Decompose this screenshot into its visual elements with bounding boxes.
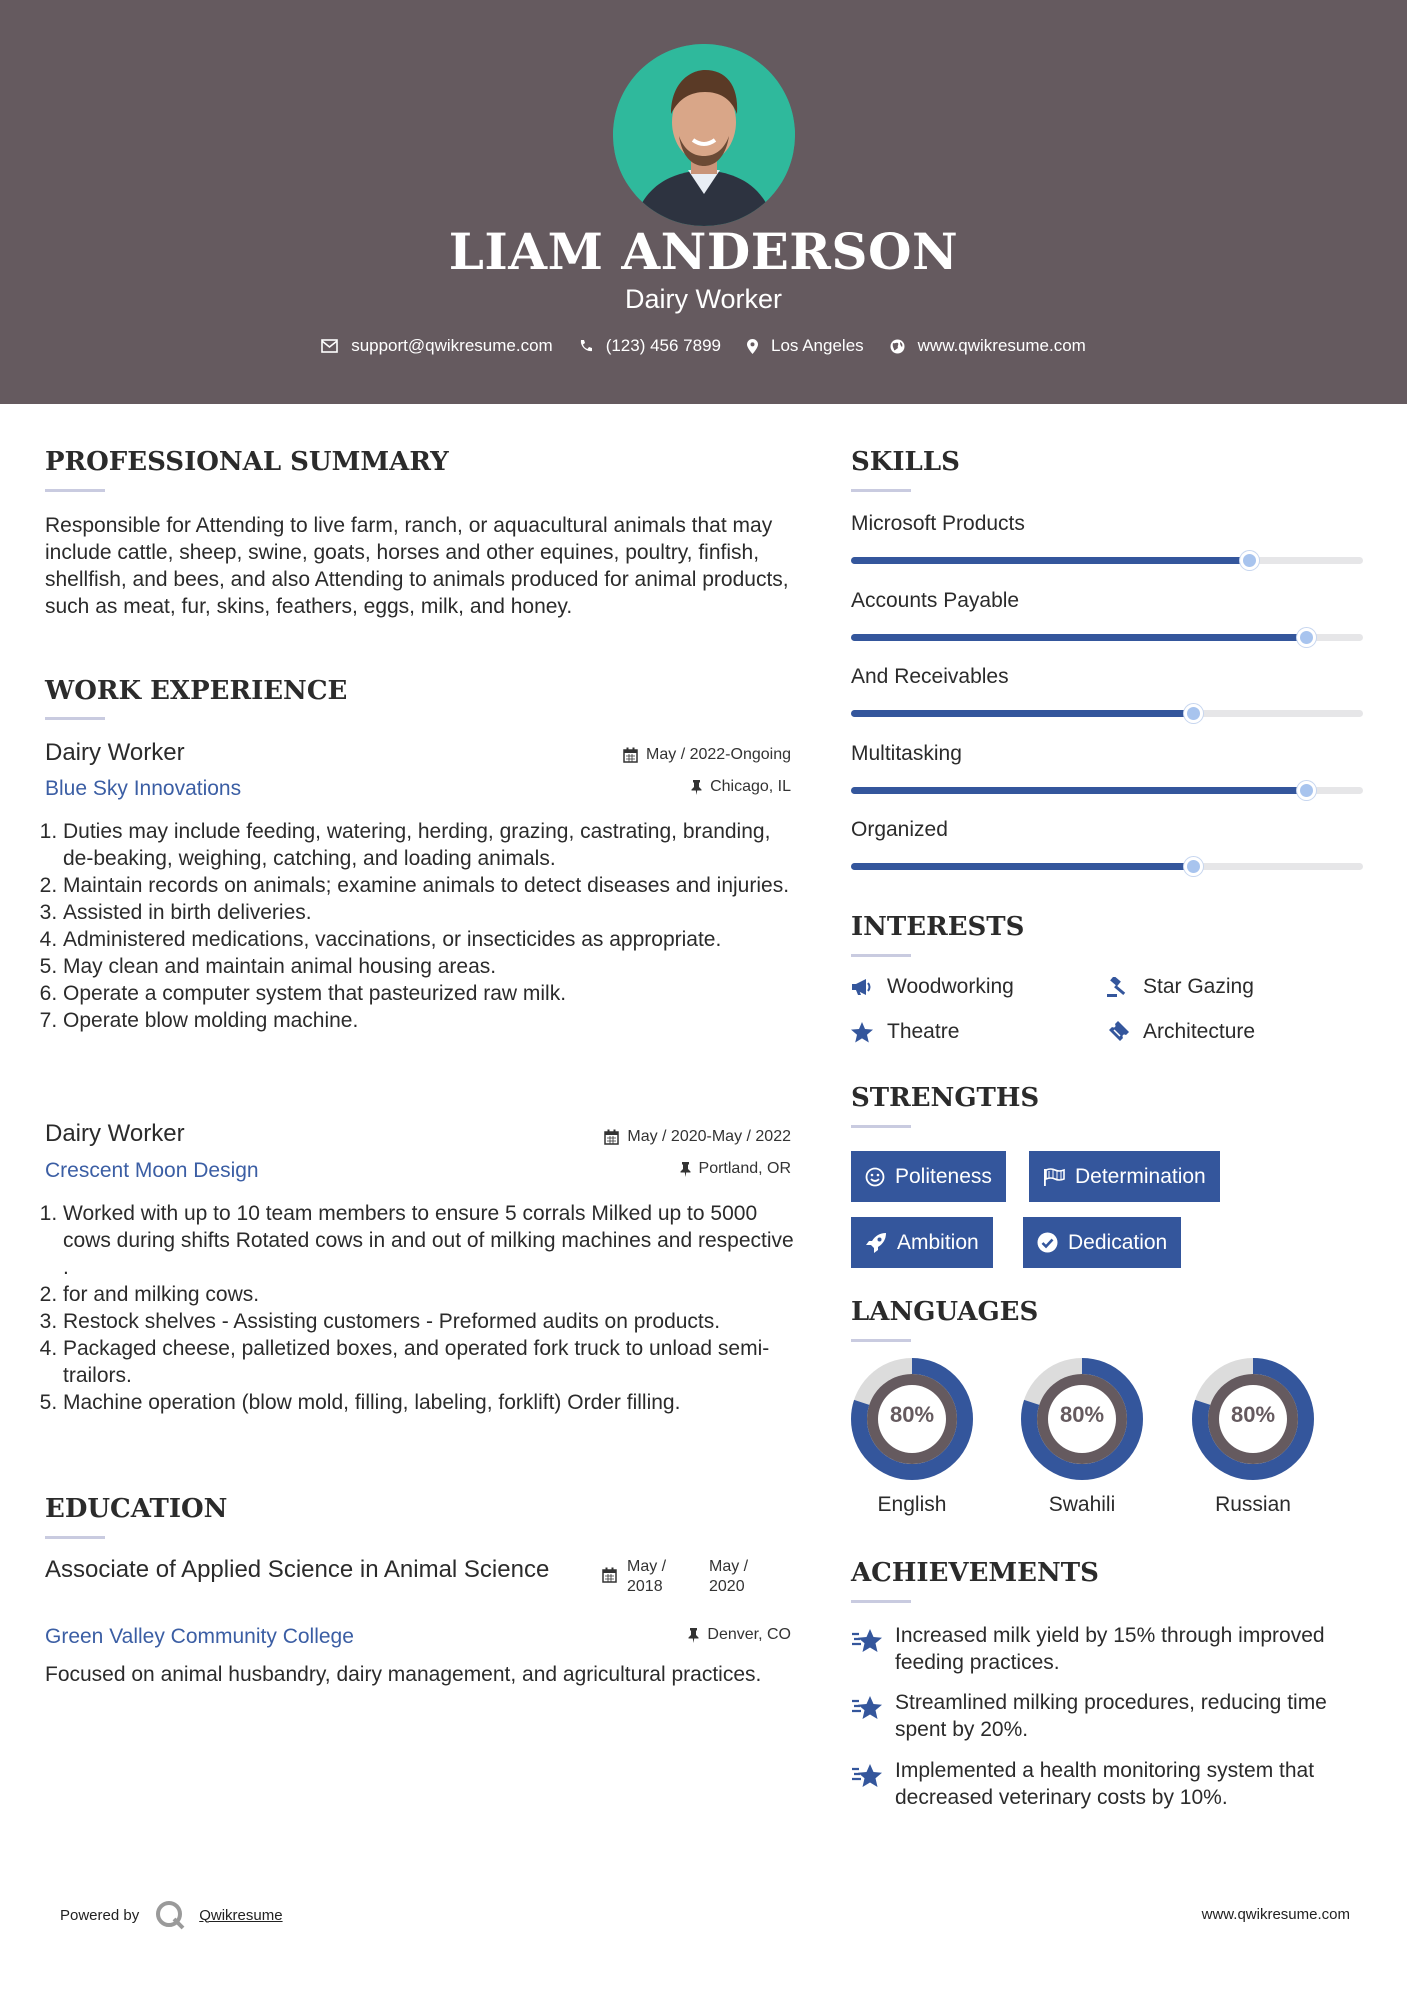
language-percent: 80% (1230, 1402, 1276, 1427)
ticket-icon (1107, 1021, 1129, 1043)
job-2-duties (45, 1200, 805, 1416)
education-rule (45, 1536, 105, 1539)
skill-label: Multitasking (851, 741, 962, 765)
interest-item (851, 975, 1014, 999)
job-1-duties (45, 818, 805, 1034)
interests-heading: INTERESTS (851, 912, 1025, 942)
education-heading: EDUCATION (45, 1494, 228, 1524)
strength-label: Politeness (895, 1164, 992, 1188)
skill-bar-knob (1297, 781, 1316, 800)
skill-bar (851, 710, 1363, 717)
pushpin-icon (680, 1162, 691, 1177)
strength-label: Determination (1075, 1164, 1206, 1188)
job-2-location-text: Portland, OR (698, 1160, 791, 1177)
job-2-duty: 4. Packaged cheese, palletized boxes, and operated fork truck to unload semi- trailors. (63, 1335, 805, 1389)
job-2-duty: 3. Restock shelves - Assisting customers - Preformed audits on products. (63, 1308, 805, 1335)
interest-label: Star Gazing (1143, 975, 1254, 998)
achievement-text: Increased milk yield by 15% through improved feeding practices. (895, 1624, 1325, 1674)
globe-icon (890, 339, 905, 354)
skills-rule (851, 489, 911, 492)
job-1-dates (623, 746, 791, 764)
education-end-month: May / (709, 1558, 749, 1575)
skill-bar-knob (1297, 628, 1316, 647)
job-2-dates-text: May / 2020-May / 2022 (627, 1128, 791, 1145)
interest-item (1107, 1020, 1255, 1044)
language-donut (1021, 1358, 1143, 1480)
job-1-dates-text: May / 2022-Ongoing (646, 746, 791, 763)
summary-heading: PROFESSIONAL SUMMARY (45, 447, 449, 477)
strength-badge (851, 1151, 1006, 1202)
language-label: Russian (1215, 1493, 1291, 1516)
summary-rule (45, 489, 105, 492)
contact-bar (0, 336, 1407, 356)
pushpin-icon (691, 780, 702, 795)
flag-icon (1043, 1168, 1065, 1186)
job-1-duty: 7. Operate blow molding machine. (63, 1007, 805, 1034)
strength-badge (1029, 1151, 1220, 1202)
skill-label: Organized (851, 818, 948, 841)
education-start-year: 2018 (627, 1578, 663, 1595)
skill-label: Microsoft Products (851, 512, 1025, 535)
contact-phone[interactable] (579, 336, 721, 356)
powered-by-text: Powered by (60, 1906, 140, 1924)
achievement-text: Implemented a health monitoring system that decreased veterinary costs by 10%. (895, 1759, 1315, 1809)
contact-phone-text: (123) 456 7899 (605, 336, 722, 355)
education-dates (602, 1557, 748, 1597)
skill-bar (851, 557, 1363, 564)
achievements-rule (851, 1600, 911, 1603)
job-2-duty: 5. Machine operation (blow mold, filling, labeling, forklift) Order filling. (63, 1389, 805, 1416)
job-1-location-text: Chicago, IL (710, 778, 791, 795)
job-1-duty: 3. Assisted in birth deliveries. (63, 899, 805, 926)
skill-bar-knob (1184, 704, 1203, 723)
achievement-item (851, 1757, 1351, 1811)
languages-rule (851, 1339, 911, 1342)
contact-email-text: support@qwikresume.com (351, 336, 553, 355)
skill-bar (851, 634, 1363, 641)
skill-bar-knob (1184, 857, 1203, 876)
education-school: Green Valley Community College (45, 1625, 354, 1648)
skill-bar-fill (851, 863, 1194, 870)
interest-label: Woodworking (887, 975, 1014, 998)
star-award-icon (851, 1695, 883, 1721)
job-1-title: Dairy Worker (45, 739, 185, 766)
education-start-month: May / (627, 1558, 667, 1575)
skill-bar-knob (1240, 551, 1259, 570)
languages-heading: LANGUAGES (851, 1297, 1039, 1327)
phone-icon (579, 339, 593, 353)
job-1-duty: 4. Administered medications, vaccinations, or insecticides as appropriate. (63, 926, 805, 953)
achievement-item (851, 1622, 1351, 1676)
interest-label: Architecture (1143, 1020, 1256, 1043)
candidate-title: Dairy Worker (624, 284, 783, 314)
star-icon (851, 1022, 873, 1043)
envelope-icon (321, 339, 338, 353)
footer-branding (60, 1900, 283, 1930)
job-1-duty: 6. Operate a computer system that pasteurized raw milk. (63, 980, 805, 1007)
job-2-location (680, 1160, 791, 1178)
education-degree: Associate of Applied Science in Animal Science (45, 1556, 550, 1583)
qwikresume-logo-icon (155, 1900, 187, 1930)
job-2-dates (604, 1128, 791, 1146)
education-description: Focused on animal husbandry, dairy management, and agricultural practices. (45, 1663, 762, 1686)
gavel-icon (1107, 977, 1129, 997)
job-2-duty: 1. Worked with up to 10 team members to ensure 5 corrals Milked up to 5000 cows during shifts Rotated cows in and out of milking machines and respective . (63, 1200, 805, 1281)
calendar-icon (623, 747, 638, 763)
language-percent: 80% (889, 1402, 935, 1427)
skill-bar-fill (851, 710, 1194, 717)
strengths-heading: STRENGTHS (851, 1083, 1040, 1113)
pushpin-icon (688, 1628, 699, 1643)
experience-heading: WORK EXPERIENCE (45, 676, 348, 706)
resume-header (0, 0, 1407, 404)
job-2-title: Dairy Worker (45, 1120, 185, 1147)
skill-label: And Receivables (851, 665, 1009, 688)
job-1-company: Blue Sky Innovations (45, 777, 242, 800)
strength-badge (1023, 1217, 1181, 1268)
calendar-icon (602, 1567, 617, 1583)
language-percent: 80% (1059, 1402, 1105, 1427)
contact-location (747, 336, 864, 356)
achievement-text: Streamlined milking procedures, reducing time spent by 20%. (895, 1691, 1327, 1741)
achievement-item (851, 1689, 1351, 1743)
contact-location-text: Los Angeles (771, 336, 864, 355)
experience-rule (45, 717, 105, 720)
skill-bar-fill (851, 557, 1250, 564)
skill-bar-fill (851, 787, 1307, 794)
strengths-rule (851, 1125, 911, 1128)
contact-email[interactable] (321, 336, 553, 356)
rocket-icon (865, 1232, 887, 1254)
language-label: English (877, 1493, 947, 1516)
strength-label: Ambition (897, 1230, 979, 1254)
calendar-icon (604, 1129, 619, 1145)
job-1-location (691, 778, 791, 796)
brand-link[interactable]: Qwikresume (199, 1906, 283, 1924)
interest-item (1107, 975, 1254, 999)
interest-item (851, 1020, 959, 1044)
footer-website[interactable]: www.qwikresume.com (1201, 1906, 1350, 1923)
interest-label: Theatre (887, 1020, 960, 1043)
megaphone-icon (851, 978, 873, 996)
education-location-text: Denver, CO (707, 1626, 791, 1643)
contact-website[interactable] (890, 336, 1086, 356)
job-1-duty: 1. Duties may include feeding, watering, herding, grazing, castrating, branding, de-beaking, weighing, catching, and loading animals. (63, 818, 805, 872)
map-pin-icon (747, 339, 758, 354)
star-award-icon (851, 1628, 883, 1654)
language-label: Swahili (1048, 1493, 1116, 1516)
candidate-name: LIAM ANDERSON (448, 222, 959, 281)
language-donut (1192, 1358, 1314, 1480)
education-location (688, 1626, 791, 1644)
summary-text: Responsible for Attending to live farm, ranch, or aquacultural animals that may include cattle, sheep, swine, goats, horses and other equines, poultry, finfish, shellfish, and bees, and also Attending to animals produced for animal products, such as meat, fur, skins, feathers, eggs, milk, and honey. (45, 514, 789, 618)
check-circle-icon (1037, 1232, 1058, 1253)
language-donut (851, 1358, 973, 1480)
job-1-duty: 5. May clean and maintain animal housing areas. (63, 953, 805, 980)
skill-bar (851, 863, 1363, 870)
strength-badge (851, 1217, 993, 1268)
contact-website-text: www.qwikresume.com (917, 336, 1086, 355)
skill-label: Accounts Payable (851, 588, 1020, 612)
smile-icon (865, 1167, 885, 1187)
skills-heading: SKILLS (851, 447, 960, 477)
achievements-heading: ACHIEVEMENTS (851, 1558, 1099, 1588)
star-award-icon (851, 1763, 883, 1789)
strength-label: Dedication (1068, 1230, 1168, 1254)
skill-bar (851, 787, 1363, 794)
job-2-duty: 2. for and milking cows. (63, 1281, 805, 1308)
skill-bar-fill (851, 634, 1307, 641)
interests-rule (851, 954, 911, 957)
job-1-duty: 2. Maintain records on animals; examine animals to detect diseases and injuries. (63, 872, 805, 899)
job-2-company: Crescent Moon Design (45, 1159, 259, 1182)
profile-photo (613, 44, 795, 226)
education-end-year: 2020 (709, 1578, 745, 1595)
